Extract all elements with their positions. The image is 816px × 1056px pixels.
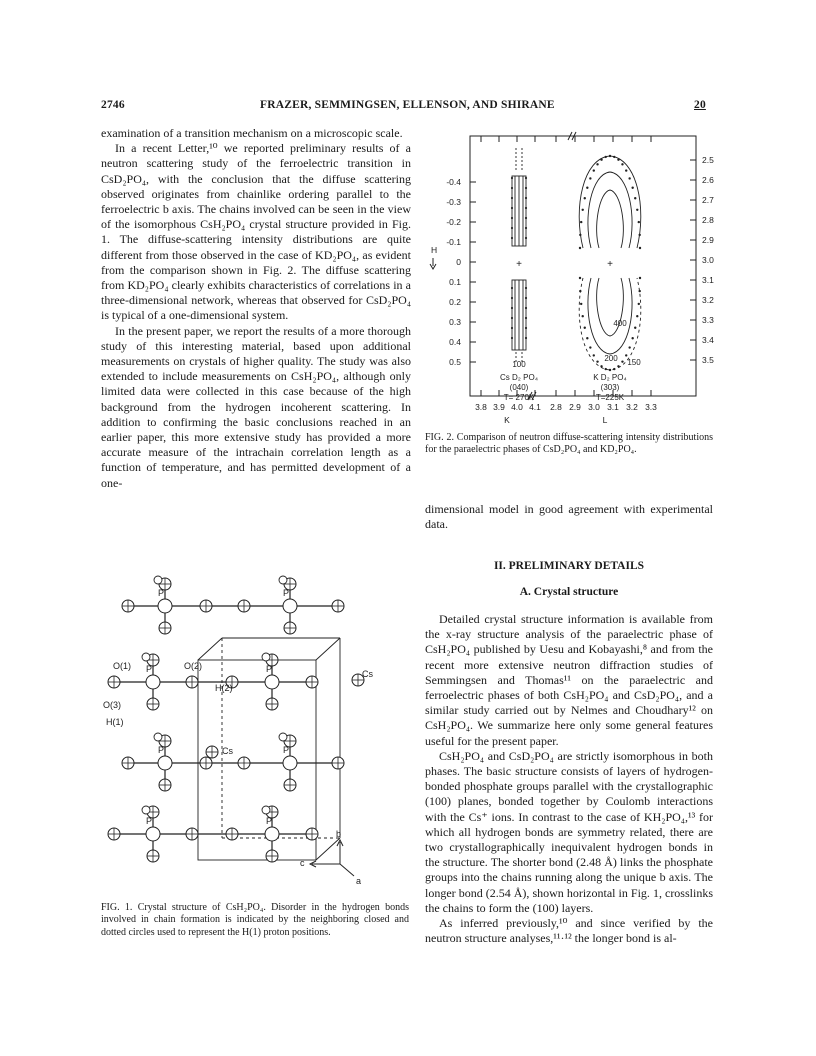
left-tick-label: 0.5 (449, 357, 461, 367)
oxygen-atom (266, 850, 278, 862)
data-point (586, 187, 588, 189)
left-tick-label: 0.1 (449, 277, 461, 287)
hydrogen-atom (142, 653, 150, 661)
left-panel-reflection: (040) (509, 383, 529, 392)
bottom-tick-label: 3.3 (645, 402, 657, 412)
bottom-tick-label: 3.1 (607, 402, 619, 412)
data-point (586, 337, 588, 339)
oxygen-atom (284, 779, 296, 791)
data-point (580, 221, 582, 223)
data-point (589, 177, 591, 179)
left-column-text (101, 126, 411, 491)
data-point (605, 368, 607, 370)
contour-label: 200 (604, 354, 618, 363)
right-tick-label: 2.8 (702, 215, 714, 225)
o2-label: O(2) (184, 661, 202, 671)
data-point (638, 221, 640, 223)
phosphorus-label: P (266, 664, 273, 674)
data-point (621, 360, 623, 362)
data-point (511, 217, 513, 219)
oxygen-atom (186, 828, 198, 840)
phosphorus-label: P (266, 816, 273, 826)
paragraph: CsH₂PO₄ and CsD₂PO₄ are strictly isomorphous in both phases. The basic structure consists of layers of hydrogen-bonded phosphate groups parallel with the crystallographic (100) planes, bonded together by Coulomb interactions with the Cs⁺ ions. In contrast to the case of KH₂PO₄,¹³ for which all hydrogen bonds are symmetry related, there are two crystallographically inequivalent hydrogen bonds in the structure. The shorter bond (2.48 Å) links the phosphate groups into the chains running along the unique b axis. The longer bond (2.54 Å), shown horizontal in Fig. 1, crosslinks the chains to form the (100) layers. (425, 748, 713, 915)
data-point (609, 155, 611, 157)
left-tick-label: 0 (456, 257, 461, 267)
figure-1-caption: FIG. 1. Crystal structure of CsH₂PO₄. Disorder in the hydrogen bonds involved in chain formation is indicated by the neighboring closed and dotted circles used to represent the H(1) proton positions. (101, 902, 409, 938)
data-point (631, 337, 633, 339)
data-point (596, 163, 598, 165)
oxygen-atom (147, 698, 159, 710)
oxygen-atom (200, 757, 212, 769)
phosphorus-label: P (146, 816, 153, 826)
svg-text:+: + (607, 259, 613, 270)
phosphorus-atom (158, 599, 172, 613)
right-tick-label: 2.6 (702, 175, 714, 185)
contour-label: 400 (613, 319, 627, 328)
data-point (525, 317, 527, 319)
data-point (511, 197, 513, 199)
data-point (609, 369, 611, 371)
data-point (579, 247, 581, 249)
right-panel-temperature: T=225K (595, 393, 625, 402)
a-axis-label: a (356, 876, 362, 886)
bottom-tick-label: 2.8 (550, 402, 562, 412)
data-point (525, 187, 527, 189)
data-point (617, 159, 619, 161)
oxygen-atom (306, 676, 318, 688)
data-point (525, 287, 527, 289)
oxygen-atom (200, 600, 212, 612)
data-point (605, 156, 607, 158)
data-point (613, 156, 615, 158)
paragraph: As inferred previously,¹⁰ and since verified by the neutron structure analyses,¹¹·¹² the longer bond is al- (425, 916, 713, 946)
contour-label: 100 (512, 360, 526, 369)
h-axis-label: H (431, 245, 438, 255)
right-tick-label: 3.4 (702, 335, 714, 345)
data-point (511, 317, 513, 319)
data-point (525, 327, 527, 329)
data-point (511, 337, 513, 339)
page-number: 2746 (101, 99, 125, 111)
phosphorus-atom (283, 756, 297, 770)
data-point (579, 277, 581, 279)
data-point (638, 303, 640, 305)
right-tick-label: 3.3 (702, 315, 714, 325)
hydrogen-atom (262, 806, 270, 814)
data-point (511, 287, 513, 289)
data-point (525, 297, 527, 299)
left-tick-label: 0.2 (449, 297, 461, 307)
data-point (636, 315, 638, 317)
data-point (511, 307, 513, 309)
hydrogen-atom (279, 576, 287, 584)
data-point (617, 365, 619, 367)
right-tick-label: 2.7 (702, 195, 714, 205)
data-point (628, 177, 630, 179)
running-header-authors: FRAZER, SEMMINGSEN, ELLENSON, AND SHIRANE (260, 99, 555, 111)
data-point (638, 290, 640, 292)
phosphorus-atom (265, 827, 279, 841)
cesium-atom (206, 746, 218, 758)
bottom-tick-label: 3.0 (588, 402, 600, 412)
data-point (625, 354, 627, 356)
data-point (511, 327, 513, 329)
data-point (525, 227, 527, 229)
oxygen-atom (238, 757, 250, 769)
data-point (511, 237, 513, 239)
data-point (525, 197, 527, 199)
hydrogen-atom (142, 806, 150, 814)
o1-label: O(1) (113, 661, 131, 671)
data-point (525, 237, 527, 239)
right-panel-reflection: (303) (600, 383, 620, 392)
left-tick-label: -0.1 (446, 237, 461, 247)
data-point (525, 217, 527, 219)
bottom-tick-label: 3.9 (493, 402, 505, 412)
right-panel-compound: K D₂ PO₄ (593, 373, 627, 382)
right-tick-label: 3.1 (702, 275, 714, 285)
phosphorus-atom (146, 675, 160, 689)
subsection-title: A. Crystal structure (519, 586, 619, 598)
oxygen-atom (122, 600, 134, 612)
left-panel-temperature: T= 270K (503, 393, 535, 402)
left-panel-compound: Cs D₂ PO₄ (500, 373, 538, 382)
data-point (579, 234, 581, 236)
data-point (593, 354, 595, 356)
figure-2-diffuse-scattering (415, 128, 715, 428)
phosphorus-atom (158, 756, 172, 770)
data-point (634, 197, 636, 199)
phosphorus-label: P (158, 745, 165, 755)
data-point (584, 327, 586, 329)
phosphorus-atom (265, 675, 279, 689)
oxygen-atom (332, 757, 344, 769)
phosphorus-atom (283, 599, 297, 613)
cs-label: Cs (222, 746, 233, 756)
data-point (525, 337, 527, 339)
data-point (628, 346, 630, 348)
paragraph: In the present paper, we report the results of a more thorough study of this interesting material, based upon additional measurements on crystals of higher quality. The study was also extended to include measurements on CsH₂PO₄, although only limited data were collected in this case because of the high background from the hydrogen incoherent scattering. In addition to confirming the basic conclusions reached in an earlier paper, this more extensive study has provided a more accurate measure of the intrachain correlation length as a function of temperature, and has permitted development of a one- (101, 323, 411, 490)
data-point (636, 209, 638, 211)
left-tick-label: -0.3 (446, 197, 461, 207)
data-point (639, 247, 641, 249)
data-point (593, 169, 595, 171)
oxygen-atom (226, 828, 238, 840)
hydrogen-atom (154, 576, 162, 584)
data-point (525, 207, 527, 209)
oxygen-atom (147, 850, 159, 862)
data-point (582, 209, 584, 211)
cs-label: Cs (362, 669, 373, 679)
phosphorus-atom (146, 827, 160, 841)
phosphorus-label: P (158, 588, 165, 598)
right-tick-label: 3.5 (702, 355, 714, 365)
b-axis-label: b (336, 829, 342, 839)
data-point (525, 177, 527, 179)
hydrogen-atom (279, 733, 287, 741)
data-point (584, 197, 586, 199)
oxygen-atom (266, 698, 278, 710)
data-point (511, 297, 513, 299)
oxygen-atom (122, 757, 134, 769)
hydrogen-atom (154, 733, 162, 741)
oxygen-atom (108, 676, 120, 688)
paragraph: examination of a transition mechanism on a microscopic scale. (101, 126, 403, 140)
bottom-tick-label: 2.9 (569, 402, 581, 412)
paragraph: In a recent Letter,¹⁰ we reported preliminary results of a neutron scattering study of the ferroelectric transition in CsD₂PO₄, with the conclusion that the diffuse scattering observed originates from chainlike ordering parallel to the ferroelectric b axis. The chains involved can be seen in the view of the isomorphous CsH₂PO₄ crystal structure provided in Fig. 1. The diffuse-scattering intensity distributions are quite different from those observed in the case of KD₂PO₄, as evident from the comparison shown in Fig. 2. The diffuse scattering from KD₂PO₄ clearly exhibits characteristics of correlations in a three-dimensional network, whereas that observed for CsD₂PO₄ is typical of a one-dimensional system. (101, 141, 411, 323)
data-point (525, 307, 527, 309)
oxygen-atom (332, 600, 344, 612)
left-tick-label: 0.4 (449, 337, 461, 347)
h1-label: H(1) (106, 717, 124, 727)
data-point (511, 207, 513, 209)
data-point (511, 177, 513, 179)
section-title: II. PRELIMINARY DETAILS (493, 560, 645, 572)
oxygen-atom (159, 779, 171, 791)
figure-2-caption: FIG. 2. Comparison of neutron diffuse-scattering intensity distributions for the paraelectric phases of CsD₂PO₄ and KD₂PO₄. (425, 432, 713, 456)
right-tick-label: 2.9 (702, 235, 714, 245)
data-point (631, 187, 633, 189)
figure-1-crystal-structure (100, 560, 416, 890)
left-tick-label: -0.4 (446, 177, 461, 187)
paragraph: Detailed crystal structure information is available from the x-ray structure analysis of the paraelectric phase of CsH₂PO₄ published by Uesu and Kobayashi,⁸ and from the recent more extensive neutron diffraction studies of Semmingsen and Thomas¹¹ on the paraelectric and ferroelectric phases of both CsH₂PO₄ and CsD₂PO₄, and a similar study carried out by Nelmes and Choudhary¹² on CsH₂PO₄. We summarize here only some general features useful for the present paper. (425, 612, 713, 748)
bottom-tick-label: 4.0 (511, 402, 523, 412)
c-axis-label: c (300, 858, 305, 868)
bottom-tick-label: 3.8 (475, 402, 487, 412)
right-column-continuation: dimensional model in good agreement with experimental data. (425, 502, 713, 532)
right-tick-label: 3.0 (702, 255, 714, 265)
oxygen-atom (108, 828, 120, 840)
data-point (634, 327, 636, 329)
data-point (600, 159, 602, 161)
bottom-tick-label: 3.2 (626, 402, 638, 412)
data-point (580, 303, 582, 305)
data-point (579, 290, 581, 292)
h2-label: H(2) (215, 683, 233, 693)
data-point (639, 277, 641, 279)
oxygen-atom (284, 622, 296, 634)
data-point (638, 234, 640, 236)
phosphorus-label: P (283, 588, 290, 598)
contour-label: 150 (627, 358, 641, 367)
oxygen-atom (159, 622, 171, 634)
o3-label: O(3) (103, 700, 121, 710)
oxygen-atom (238, 600, 250, 612)
data-point (621, 163, 623, 165)
left-tick-label: -0.2 (446, 217, 461, 227)
oxygen-atom (306, 828, 318, 840)
data-point (582, 315, 584, 317)
right-column-text (425, 612, 713, 946)
right-tick-label: 2.5 (702, 155, 714, 165)
data-point (589, 346, 591, 348)
phosphorus-label: P (146, 664, 153, 674)
bottom-tick-label: 4.1 (529, 402, 541, 412)
left-tick-label: 0.3 (449, 317, 461, 327)
data-point (511, 227, 513, 229)
svg-text:+: + (516, 259, 522, 270)
volume-number: 20 (694, 99, 706, 111)
data-point (613, 368, 615, 370)
k-axis-label: K (504, 415, 510, 425)
data-point (600, 365, 602, 367)
data-point (511, 187, 513, 189)
data-point (625, 169, 627, 171)
hydrogen-atom (262, 653, 270, 661)
csd2po4-contours (512, 148, 526, 364)
oxygen-atom (186, 676, 198, 688)
l-axis-label: L (602, 415, 608, 425)
right-tick-label: 3.2 (702, 295, 714, 305)
data-point (596, 360, 598, 362)
phosphorus-label: P (283, 745, 290, 755)
